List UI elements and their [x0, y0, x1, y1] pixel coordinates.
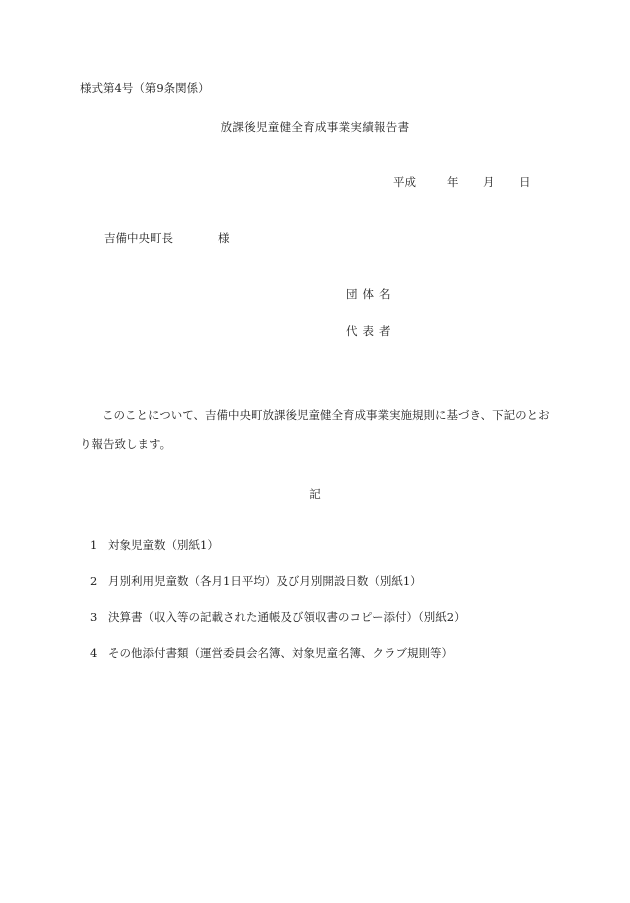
document-title: 放課後児童健全育成事業実績報告書 [220, 120, 410, 134]
body-text: このことについて、吉備中央町放課後児童健全育成事業実施規則に基づき、下記のとおり報告致します。 [80, 408, 550, 451]
date-line [393, 174, 535, 190]
addressee [104, 230, 230, 246]
list-item [90, 537, 466, 573]
list-item [90, 573, 466, 609]
list-item [90, 645, 466, 681]
item-number: 2 [90, 574, 98, 588]
item-text: 月別利用児童数（各月1日平均）及び月別開設日数（別紙1） [108, 574, 422, 588]
organization-name-label: 団体名 [346, 287, 396, 301]
addressee-honorific: 様 [218, 231, 230, 245]
list-item [90, 609, 466, 645]
date-day-label: 日 [519, 175, 531, 189]
ki-heading: 記 [309, 487, 321, 501]
attachment-list [90, 537, 466, 681]
date-month-label: 月 [483, 175, 495, 189]
item-number: 4 [90, 646, 98, 660]
item-number: 3 [90, 610, 98, 624]
item-text: 決算書（収入等の記載された通帳及び領収書のコピー添付）（別紙2） [108, 610, 466, 624]
date-year-label: 年 [447, 175, 459, 189]
addressee-name: 吉備中央町長 [104, 231, 173, 245]
item-text: その他添付書類（運営委員会名簿、対象児童名簿、クラブ規則等） [108, 646, 453, 660]
representative-label: 代表者 [346, 324, 396, 338]
item-text: 対象児童数（別紙1） [108, 538, 219, 552]
form-number: 様式第4号（第9条関係） [80, 81, 210, 95]
date-era: 平成 [393, 175, 416, 189]
item-number: 1 [90, 538, 98, 552]
